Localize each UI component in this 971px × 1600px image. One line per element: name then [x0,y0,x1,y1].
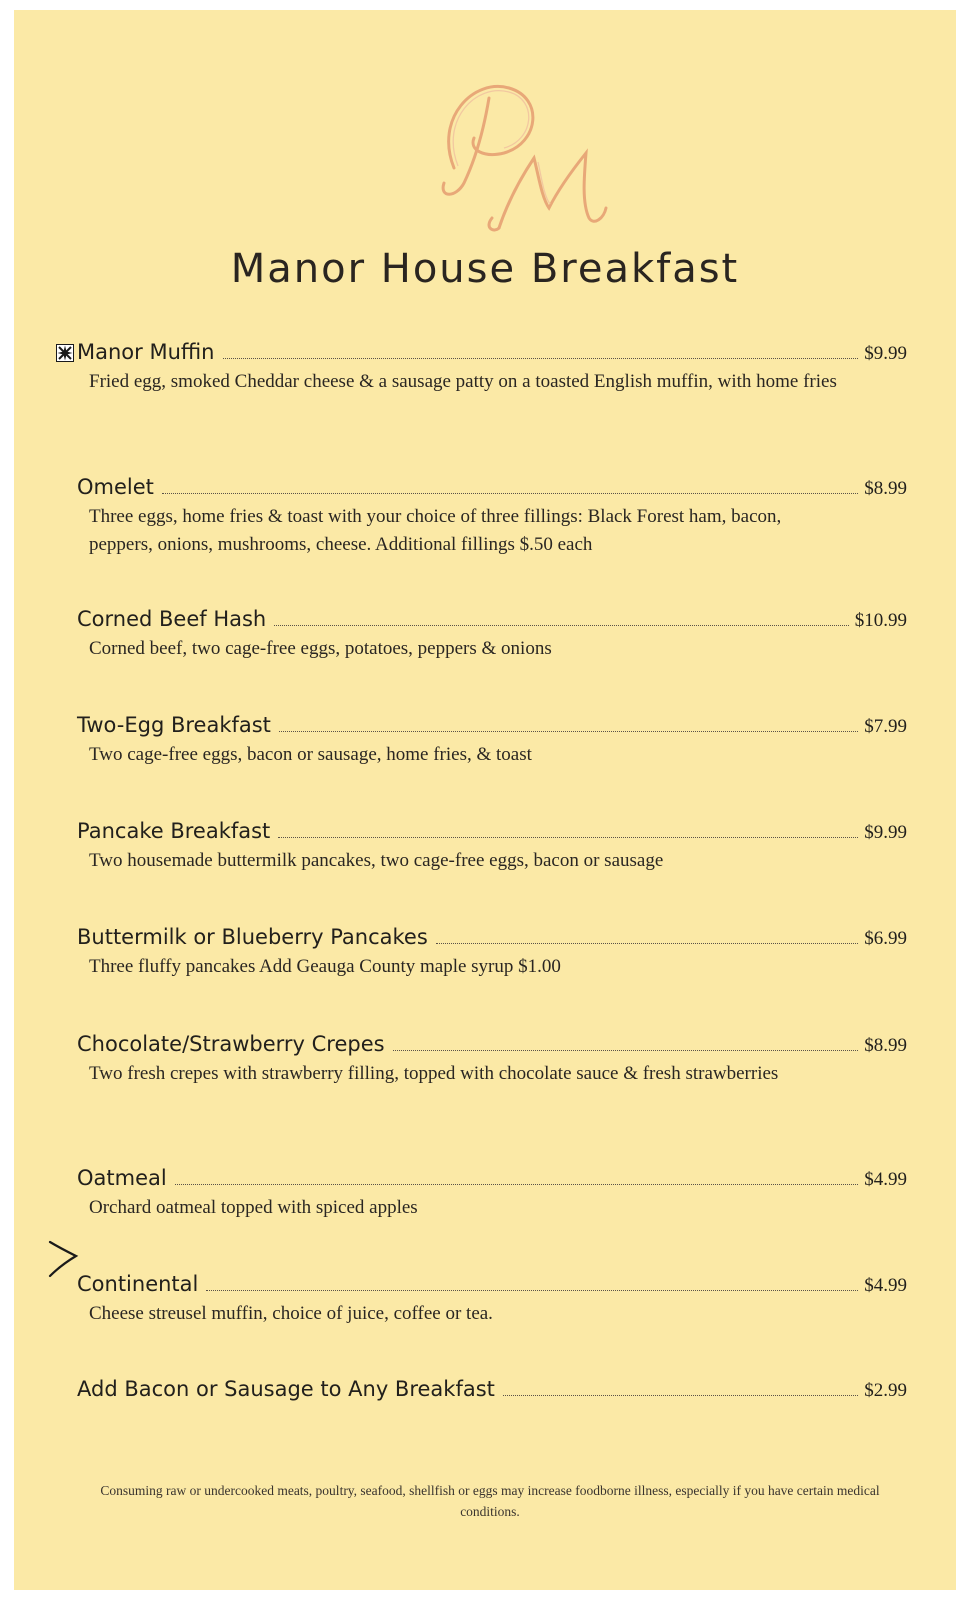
menu-item [77,1272,907,1328]
menu-item [77,1377,907,1405]
menu-item [77,1032,907,1088]
item-price: $9.99 [864,822,907,843]
dot-leader [436,942,858,944]
dot-leader [503,1394,858,1396]
item-price: $10.99 [854,610,907,631]
item-name: Manor Muffin [77,340,215,364]
item-name: Buttermilk or Blueberry Pancakes [77,925,428,949]
item-name: Two-Egg Breakfast [77,713,271,737]
dot-leader [175,1183,859,1185]
page-title: Manor House Breakfast [230,246,740,292]
item-price: $6.99 [864,928,907,949]
menu-item [77,475,907,559]
item-description: Corned beef, two cage-free eggs, potatoes, peppers & onions [89,638,552,659]
menu-page [14,10,956,1590]
item-price: $8.99 [864,478,907,499]
dot-leader [279,730,858,732]
item-name: Pancake Breakfast [77,819,271,843]
item-price: $8.99 [864,1035,907,1056]
item-description: Three eggs, home fries & toast with your choice of three fillings: Black Forest ham, bacon, peppers, onions, mushrooms, cheese. Additional fillings $.50 each [89,506,782,555]
dot-leader [223,357,859,359]
food-safety-disclaimer: Consuming raw or undercooked meats, poultry, seafood, shellfish or eggs may increase foodborne illness, especially if you have certain medical conditions. [100,1483,880,1519]
menu-item [77,607,907,663]
pm-monogram-logo [414,58,634,238]
dot-leader [206,1289,858,1291]
menu-item [77,925,907,981]
dot-leader [393,1049,859,1051]
item-description: Two cage-free eggs, bacon or sausage, home fries, & toast [89,744,532,765]
item-description: Two fresh crepes with strawberry filling, topped with chocolate sauce & fresh strawberries [89,1063,779,1084]
item-name: Oatmeal [77,1166,167,1190]
dot-leader [278,836,858,838]
item-description: Orchard oatmeal topped with spiced apples [89,1197,418,1218]
menu-item [77,713,907,769]
item-description: Two housemade buttermilk pancakes, two cage-free eggs, bacon or sausage [89,850,664,871]
item-name: Add Bacon or Sausage to Any Breakfast [77,1377,495,1401]
item-name: Continental [77,1272,199,1296]
item-price: $7.99 [864,716,907,737]
menu-item [77,819,907,875]
dot-leader [162,492,858,494]
menu-item [77,1166,907,1222]
dot-leader [274,624,849,626]
item-description: Fried egg, smoked Cheddar cheese & a sausage patty on a toasted English muffin, with home fries [89,371,837,392]
item-name: Chocolate/Strawberry Crepes [77,1032,385,1056]
menu-item [77,340,907,396]
item-description: Three fluffy pancakes Add Geauga County maple syrup $1.00 [89,956,561,977]
item-price: $4.99 [864,1275,907,1296]
item-price: $2.99 [864,1380,907,1401]
item-price: $9.99 [864,343,907,364]
star-box-icon [56,344,74,362]
item-name: Corned Beef Hash [77,607,267,631]
item-description: Cheese streusel muffin, choice of juice, coffee or tea. [89,1303,493,1324]
handwritten-arrow-mark [46,1238,80,1280]
item-price: $4.99 [864,1169,907,1190]
item-name: Omelet [77,475,154,499]
